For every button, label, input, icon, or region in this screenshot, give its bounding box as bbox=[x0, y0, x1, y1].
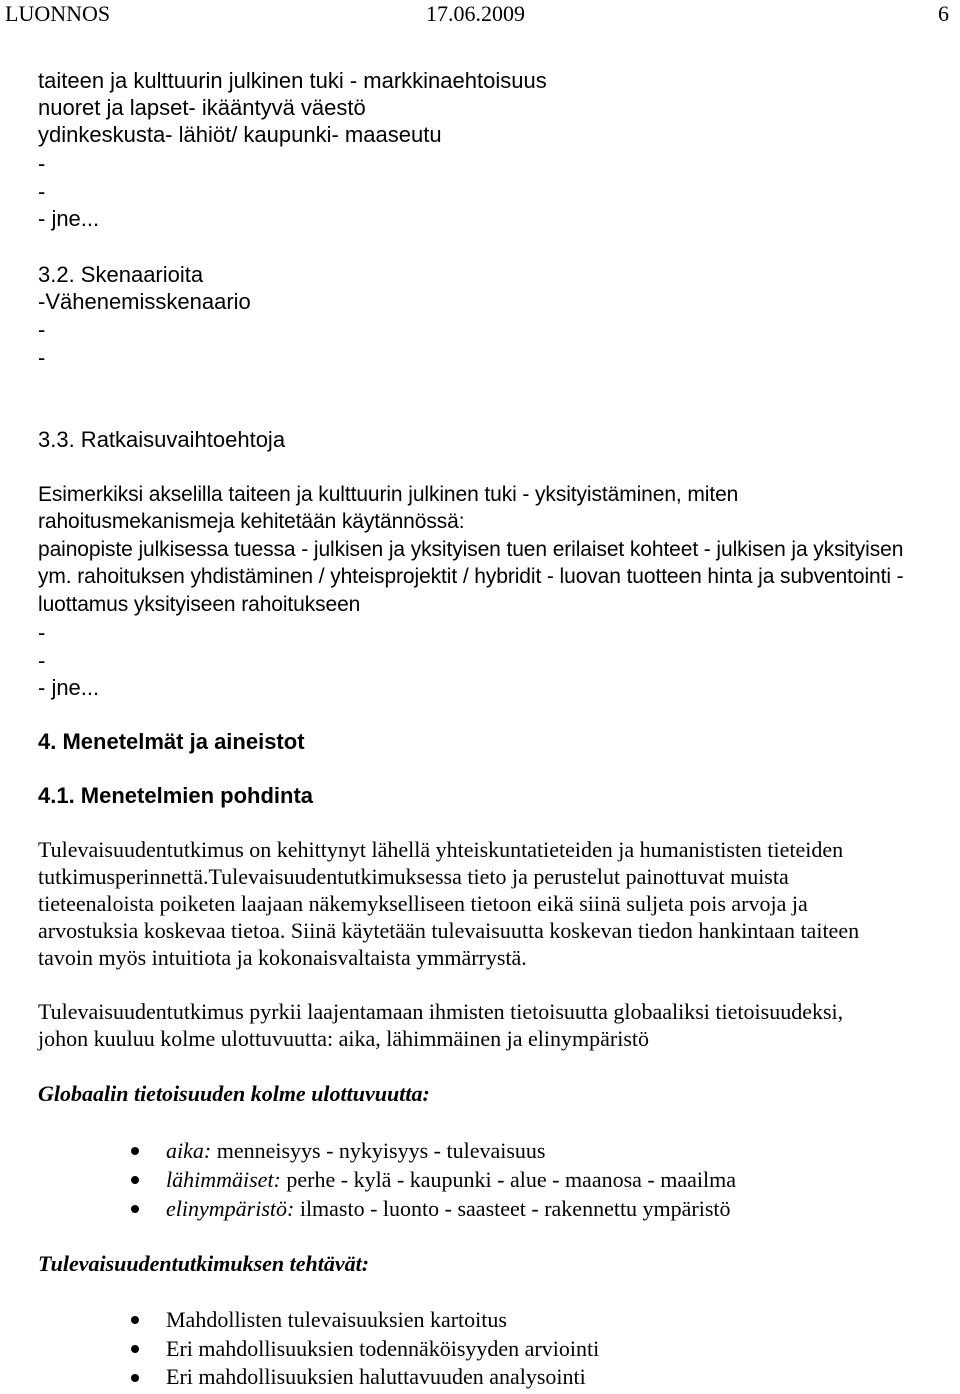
tasks-heading: Tulevaisuudentutkimuksen tehtävät: bbox=[38, 1251, 370, 1276]
paragraph-line: arvostuksia koskevaa tietoa. Siinä käytetään tulevaisuutta koskevan tiedon hankintaan taiteen bbox=[38, 918, 860, 943]
intro-line: taiteen ja kulttuurin julkinen tuki - markkinaehtoisuus bbox=[38, 68, 547, 93]
item-text: menneisyys - nykyisyys - tulevaisuus bbox=[211, 1138, 546, 1163]
intro-line: ydinkeskusta- lähiöt/ kaupunki- maaseutu bbox=[38, 122, 442, 147]
bullet-icon bbox=[131, 1345, 139, 1353]
header-date: 17.06.2009 bbox=[426, 1, 525, 26]
scenario-line: - bbox=[38, 317, 46, 342]
list-item: Eri mahdollisuuksien todennäköisyyden arviointi bbox=[166, 1336, 600, 1361]
paragraph-line: tieteenaloista poiketen laajaan näkemykselliseen tietoon eikä siinä suljeta pois arvoja ja bbox=[38, 891, 808, 916]
item-term: elinympäristö: bbox=[166, 1196, 295, 1221]
list-item bbox=[166, 1167, 736, 1193]
bullet-icon bbox=[131, 1147, 139, 1155]
scenario-line: -Vähenemisskenaario bbox=[38, 289, 251, 314]
paragraph-line: johon kuuluu kolme ulottuvuutta: aika, lähimmäinen ja elinympäristö bbox=[38, 1026, 650, 1051]
paragraph-line: tutkimusperinnettä.Tulevaisuudentutkimuksessa tieto ja perustelut painottuvat muista bbox=[38, 864, 789, 889]
list-item bbox=[166, 1196, 731, 1222]
section-heading: 3.2. Skenaarioita bbox=[38, 262, 204, 287]
bold-line: rahoitusmekanismeja kehitetään käytännössä: bbox=[38, 510, 465, 533]
section-heading-4-1: 4.1. Menetelmien pohdinta bbox=[38, 783, 314, 808]
body-line: - jne... bbox=[38, 675, 100, 700]
item-term: aika: bbox=[166, 1138, 212, 1163]
list-item bbox=[166, 1138, 545, 1164]
paragraph-line: Tulevaisuudentutkimus pyrkii laajentamaan ihmisten tietoisuutta globaaliksi tietoisuudeksi, bbox=[38, 999, 844, 1024]
bullet-icon bbox=[131, 1176, 139, 1184]
page-number: 6 bbox=[938, 1, 949, 26]
body-line: - bbox=[38, 648, 46, 673]
body-line: ym. rahoituksen yhdistäminen / yhteisprojektit / hybridit - luovan tuotteen hinta ja subventointi - bbox=[38, 565, 904, 588]
bullet-icon bbox=[131, 1374, 139, 1382]
item-term: lähimmäiset: bbox=[166, 1167, 281, 1192]
item-text: ilmasto - luonto - saasteet - rakennettu ympäristö bbox=[294, 1196, 731, 1221]
section-heading: 3.3. Ratkaisuvaihtoehtoja bbox=[38, 427, 286, 452]
bullet-icon bbox=[131, 1316, 139, 1324]
list-item: Eri mahdollisuuksien haluttavuuden analysointi bbox=[166, 1364, 586, 1389]
intro-line: nuoret ja lapset- ikääntyvä väestö bbox=[38, 95, 366, 120]
paragraph-line: tavoin myös intuitiota ja kokonaisvaltaista ymmärrystä. bbox=[38, 945, 527, 970]
list-item: Mahdollisten tulevaisuuksien kartoitus bbox=[166, 1307, 507, 1332]
paragraph-line: Tulevaisuudentutkimus on kehittynyt lähellä yhteiskuntatieteiden ja humanististen tieteiden bbox=[38, 837, 844, 862]
body-line: luottamus yksityiseen rahoitukseen bbox=[38, 593, 361, 616]
intro-line: - bbox=[38, 179, 46, 204]
body-line: painopiste julkisessa tuessa - julkisen ja yksityisen tuen erilaiset kohteet - julkisen ja yksityisen bbox=[38, 538, 904, 561]
bold-line: Esimerkiksi akselilla taiteen ja kulttuurin julkinen tuki - yksityistäminen, miten bbox=[38, 483, 739, 506]
dimensions-heading: Globaalin tietoisuuden kolme ulottuvuutta: bbox=[38, 1081, 430, 1106]
intro-line: - jne... bbox=[38, 206, 100, 231]
section-heading-4: 4. Menetelmät ja aineistot bbox=[38, 729, 305, 754]
scenario-line: - bbox=[38, 345, 46, 370]
item-text: perhe - kylä - kaupunki - alue - maanosa - maailma bbox=[280, 1167, 736, 1192]
intro-line: - bbox=[38, 151, 46, 176]
body-line: - bbox=[38, 620, 46, 645]
bullet-icon bbox=[131, 1205, 139, 1213]
header-status: LUONNOS bbox=[5, 1, 111, 26]
